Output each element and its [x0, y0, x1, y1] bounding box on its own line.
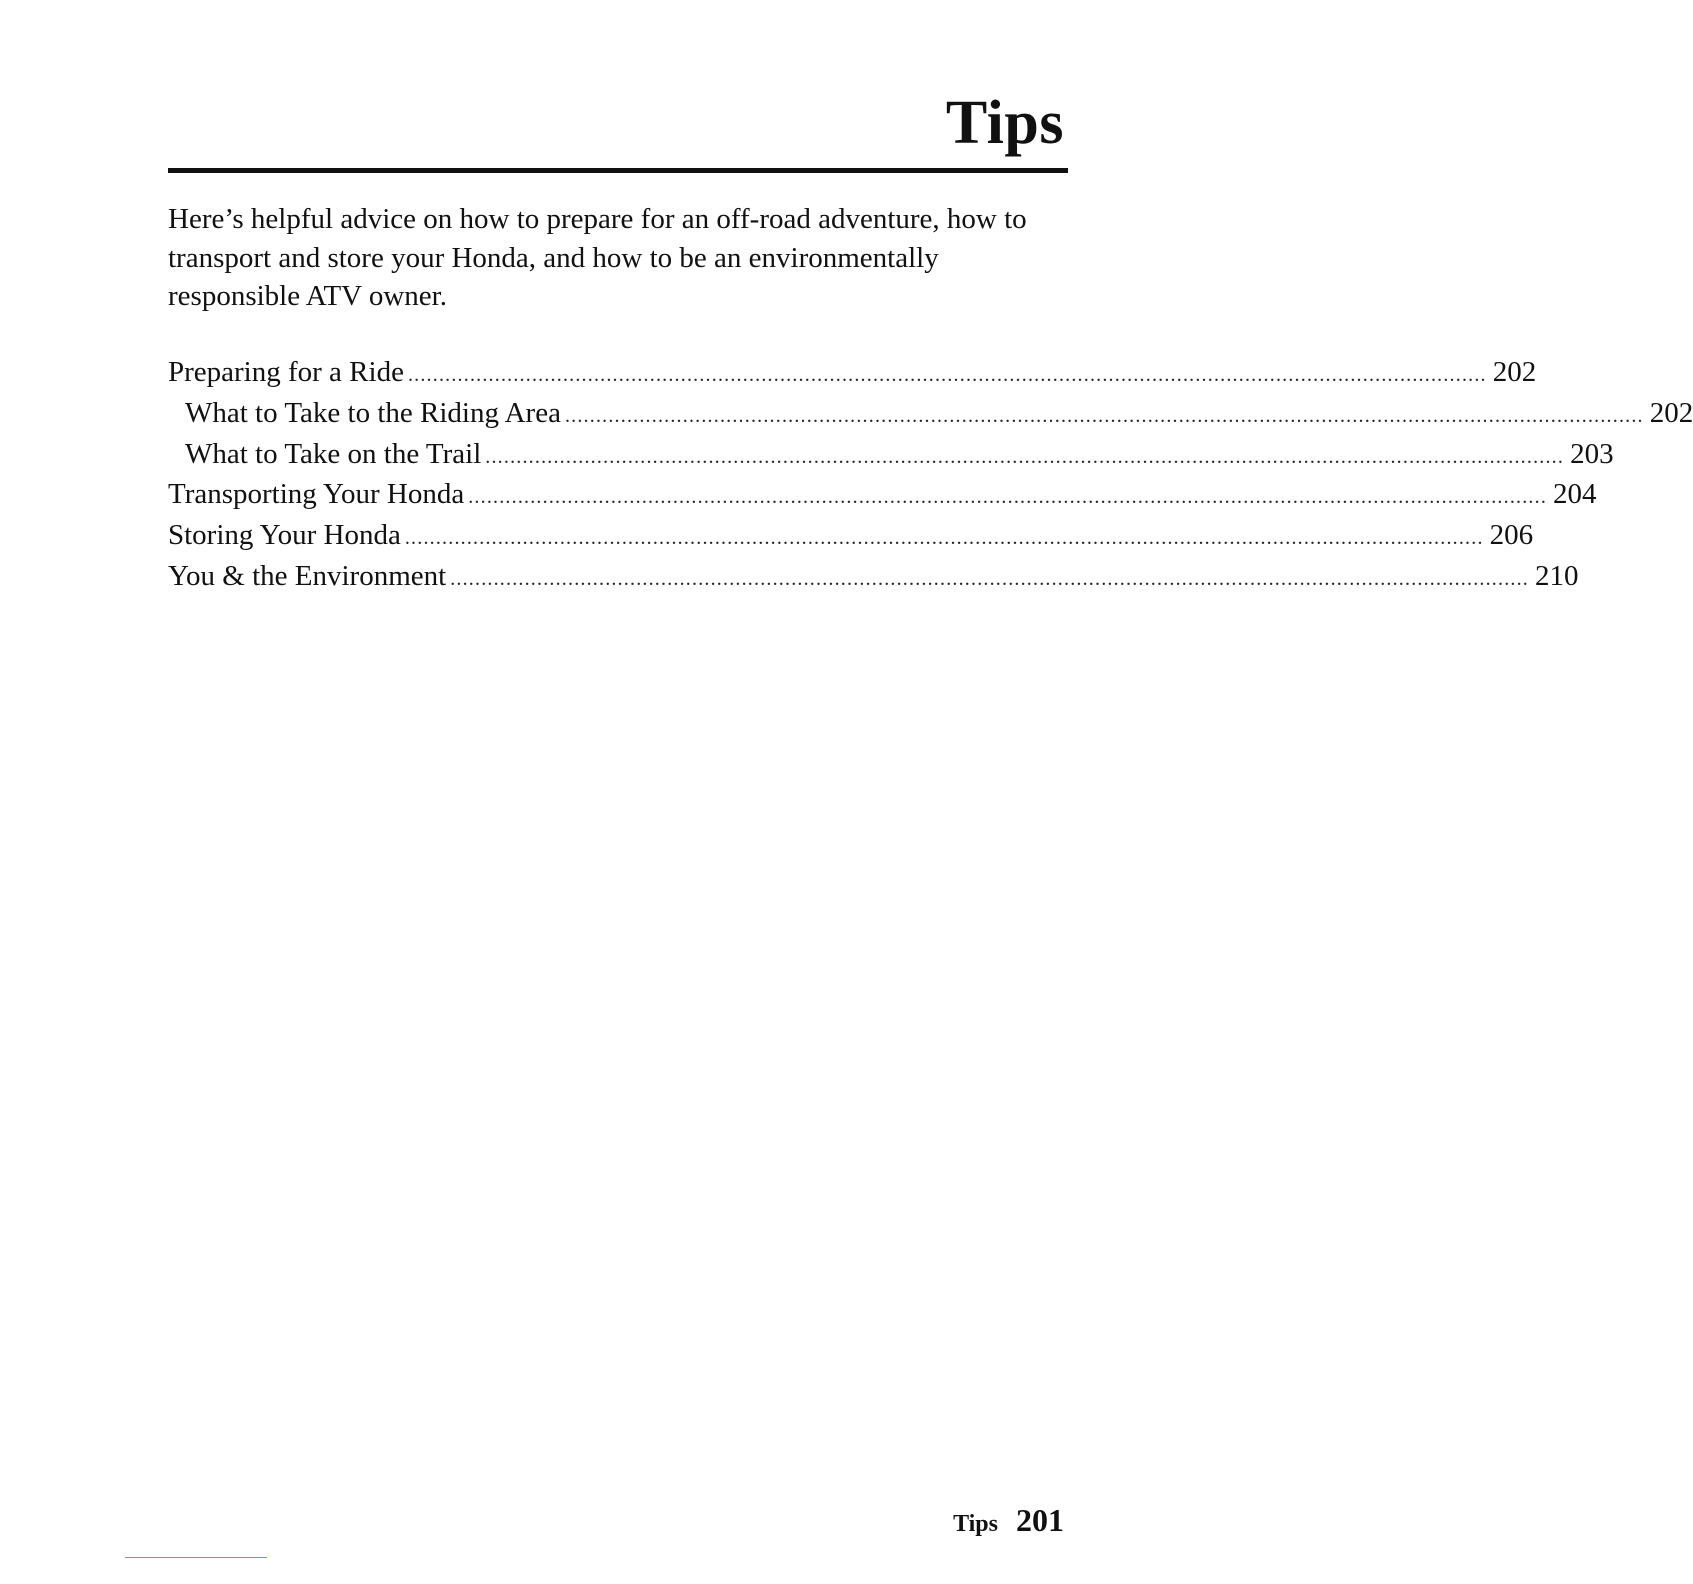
toc-dot-leader: .............................................................................................................................................................................. — [450, 567, 1530, 590]
footer-page-number: 201 — [1016, 1502, 1064, 1538]
intro-paragraph: Here’s helpful advice on how to prepare for an off-road adventure, how to transport and store your Honda, and how to be an environmentally responsible ATV owner. — [168, 203, 1027, 312]
toc-entry-label: Storing Your Honda — [168, 519, 401, 552]
footer-section-name: Tips — [953, 1511, 998, 1537]
toc-entry-label: Preparing for a Ride — [168, 356, 404, 388]
toc-entry-you-and-the-environment[interactable] — [168, 558, 1579, 599]
toc-entry-label: What to Take on the Trail — [185, 437, 482, 470]
toc-entry-page: 204 — [1553, 478, 1597, 511]
title-divider — [168, 168, 1068, 173]
toc-entry-label: You & the Environment — [168, 559, 447, 592]
toc-dot-leader: .............................................................................................................................................................................. — [485, 445, 1565, 468]
toc-entry-label: Transporting Your Honda — [168, 478, 465, 511]
toc-entry-page: 202 — [1649, 396, 1693, 429]
page-title: Tips — [945, 89, 1064, 157]
toc-entry-page: 202 — [1492, 356, 1537, 388]
toc-entry-what-to-take-riding-area[interactable] — [168, 395, 1693, 436]
toc-entry-label: What to Take to the Riding Area — [185, 396, 561, 429]
page-footer — [953, 1502, 1064, 1539]
toc-entry-page: 210 — [1535, 559, 1579, 592]
toc-dot-leader: .............................................................................................................................................................................. — [404, 527, 1484, 550]
toc-entry-storing-your-honda[interactable] — [168, 517, 1534, 558]
toc-entry-transporting-your-honda[interactable] — [168, 476, 1597, 517]
toc-entry-page: 203 — [1570, 437, 1614, 470]
toc-dot-leader: .............................................................................................................................................................................. — [468, 486, 1548, 509]
toc-entry-preparing-for-a-ride[interactable] — [168, 354, 1537, 395]
toc-dot-leader: .............................................................................................................................................................................. — [564, 404, 1644, 427]
toc-entry-page: 206 — [1489, 519, 1534, 552]
page-edge-marker — [125, 1557, 267, 1558]
toc-entry-what-to-take-trail[interactable] — [168, 436, 1614, 477]
toc-dot-leader: .............................................................................................................................................................................. — [407, 364, 1487, 386]
table-of-contents — [168, 354, 1693, 599]
